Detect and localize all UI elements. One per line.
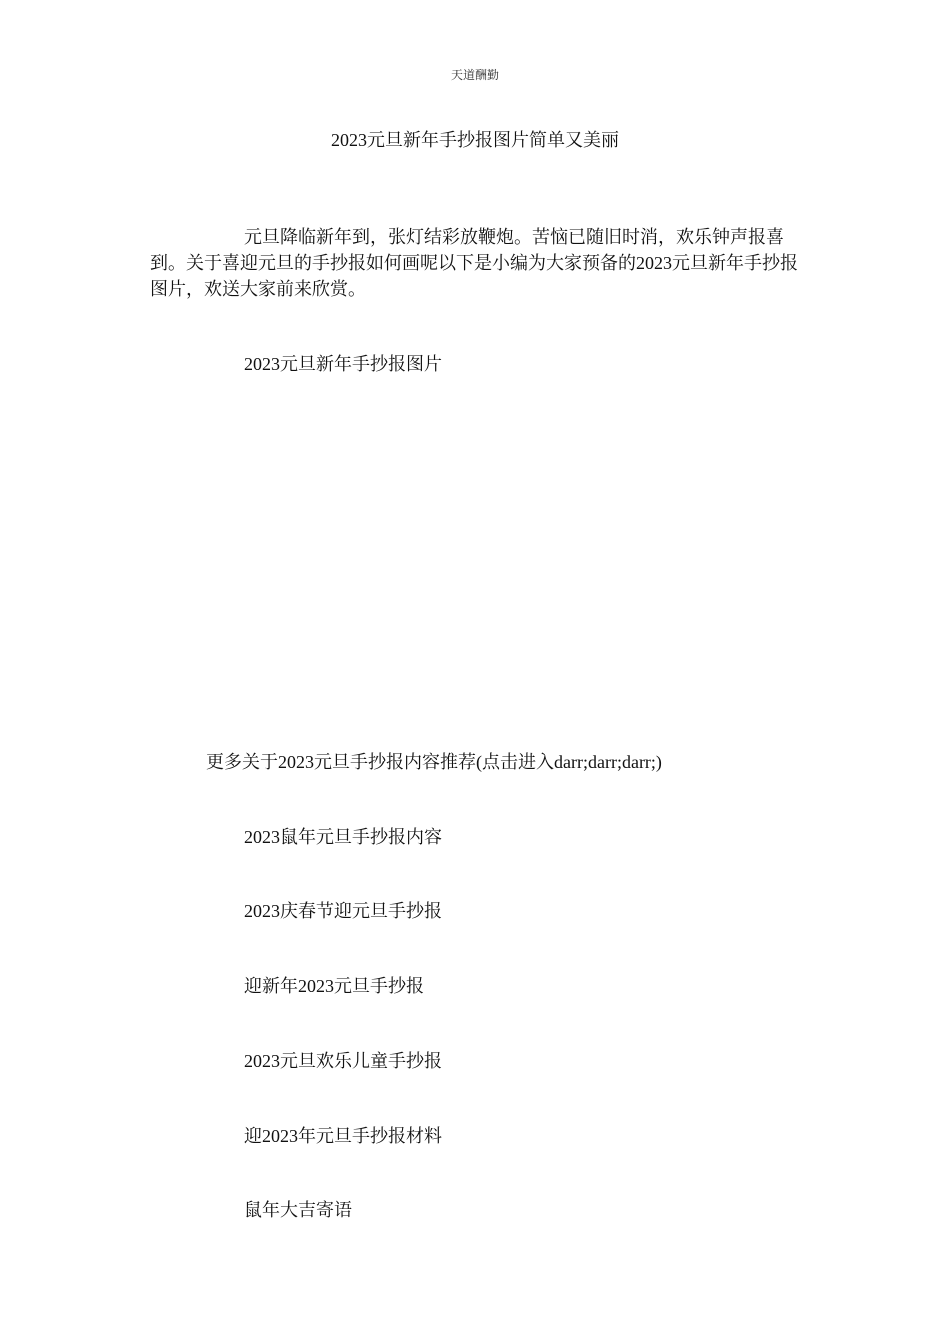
- page-title: 2023元旦新年手抄报图片简单又美丽: [331, 130, 619, 150]
- image-placeholder: [150, 390, 802, 720]
- recommended-link[interactable]: 2023庆春节迎元旦手抄报: [244, 901, 442, 921]
- recommended-link[interactable]: 迎2023年元旦手抄报材料: [244, 1126, 442, 1146]
- section-heading: 2023元旦新年手抄报图片: [244, 354, 442, 374]
- recommended-link[interactable]: 鼠年大吉寄语: [244, 1200, 352, 1220]
- more-recommendations-heading: 更多关于2023元旦手抄报内容推荐(点击进入darr;darr;darr;): [206, 752, 662, 772]
- recommended-link[interactable]: 迎新年2023元旦手抄报: [244, 976, 424, 996]
- recommended-link[interactable]: 2023鼠年元旦手抄报内容: [244, 827, 442, 847]
- page-header: 天道酬勤: [450, 68, 499, 82]
- intro-paragraph: 元旦降临新年到，张灯结彩放鞭炮。苦恼已随旧时消，欢乐钟声报喜到。关于喜迎元旦的手抄报如何画呢以下是小编为大家预备的2023元旦新年手抄报图片，欢送大家前来欣赏。: [150, 227, 798, 299]
- recommended-link[interactable]: 2023元旦欢乐儿童手抄报: [244, 1051, 442, 1071]
